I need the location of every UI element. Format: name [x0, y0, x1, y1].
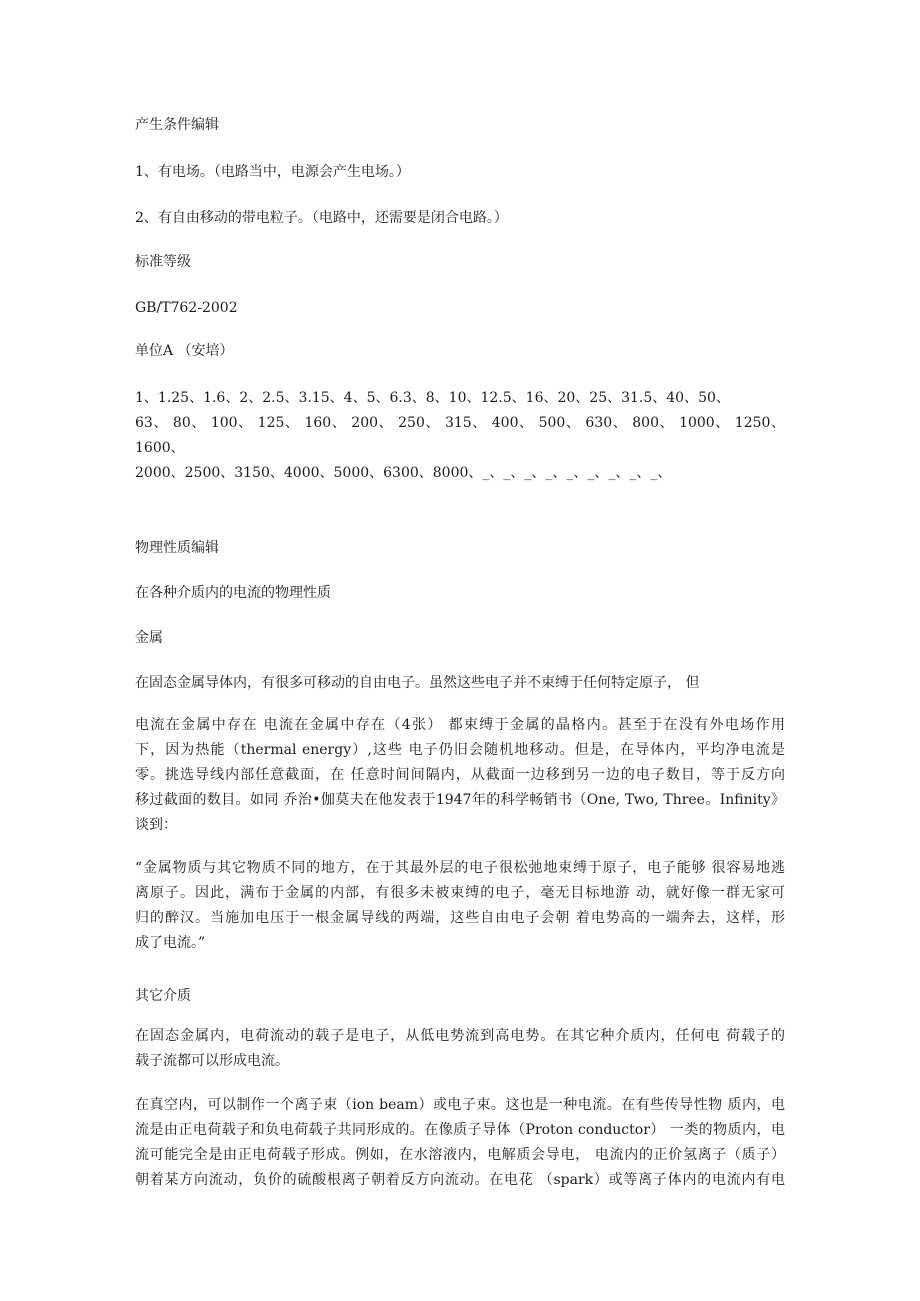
- values-line: 1、1.25、1.6、2、2.5、3.15、4、5、6.3、8、10、12.5、16、20、25、31.5、40、50、: [135, 390, 730, 406]
- paragraph-line: 归的醉汉。当施加电压于一根金属导线的两端，这些自由电子会朝 着电势高的一端奔去，这样，形: [135, 910, 785, 926]
- paragraph-line: 在真空内，可以制作一个离子束（ion beam）或电子束。这也是一种电流。在有些传导性物 质内，电: [135, 1097, 785, 1113]
- paragraph-line: 离原子。因此，满布于金属的内部，有很多未被束缚的电子，毫无目标地游 动，就好像一群无家可: [135, 885, 785, 901]
- heading-other: 其它介质: [135, 988, 191, 1004]
- paragraph-line: 朝着某方向流动，负价的硫酸根离子朝着反方向流动。在电花 （spark）或等离子体内的电流内有电: [135, 1172, 785, 1188]
- paragraph-line: 移过截面的数目。如同 乔治•伽莫夫在他发表于1947年的科学畅销书（One, Two, Three。Infinity》: [135, 792, 785, 808]
- paragraph-line: 载子流都可以形成电流。: [135, 1053, 289, 1069]
- paragraph-line: 流是由正电荷载子和负电荷载子共同形成的。在像质子导体（Proton conductor） 一类的物质内，电: [135, 1122, 785, 1138]
- metal-paragraph: [135, 713, 785, 838]
- heading-standard: 标准等级: [135, 254, 191, 270]
- quote-paragraph: [135, 856, 785, 956]
- heading-physical: 物理性质编辑: [135, 540, 219, 556]
- metal-intro: 在固态金属导体内，有很多可移动的自由电子。虽然这些电子并不束缚于任何特定原子， 但: [135, 675, 700, 691]
- values-line: 2000、2500、3150、4000、5000、6300、8000、_、_、_、_、_、_、_、_、_、: [135, 465, 672, 481]
- paragraph-line: 谈到：: [135, 817, 177, 833]
- paragraph-line: 下，因为热能（thermal energy）,这些 电子仍旧会随机地移动。但是，在导体内，平均净电流是: [135, 742, 785, 758]
- heading-conditions: 产生条件编辑: [135, 117, 219, 133]
- condition-1: 1、有电场。（电路当中，电源会产生电场。）: [135, 164, 410, 180]
- paragraph-line: 电流在金属中存在 电流在金属中存在（4张） 都束缚于金属的晶格内。甚至于在没有外电场作用: [135, 717, 785, 733]
- heading-metal: 金属: [135, 630, 163, 646]
- paragraph-line: “金属物质与其它物质不同的地方，在于其最外层的电子很松弛地束缚于原子，电子能够 很容易地逃: [135, 860, 785, 876]
- vacuum-paragraph: [135, 1093, 785, 1193]
- paragraph-line: 在固态金属内，电荷流动的载子是电子，从低电势流到高电势。在其它种介质内，任何电 荷载子的: [135, 1028, 785, 1044]
- unit-label: 单位A （安培）: [135, 343, 234, 359]
- standard-code: GB/T762-2002: [135, 300, 238, 316]
- other-paragraph: [135, 1024, 785, 1074]
- subheading-media: 在各种介质内的电流的物理性质: [135, 585, 331, 601]
- values-list: [135, 386, 785, 486]
- paragraph-line: 零。挑选导线内部任意截面，在 任意时间间隔内，从截面一边移到另一边的电子数目，等于反方向: [135, 767, 785, 783]
- paragraph-line: 成了电流。”: [135, 935, 206, 951]
- values-line: 1600、: [135, 440, 185, 456]
- condition-2: 2、有自由移动的带电粒子。（电路中，还需要是闭合电路。）: [135, 210, 508, 226]
- values-line: 63、 80、 100、 125、 160、 200、 250、 315、 400、 500、 630、 800、 1000、 1250、: [135, 415, 785, 431]
- paragraph-line: 流可能完全是由正电荷载子形成。例如，在水溶液内，电解质会导电， 电流内的正价氢离子（质子）: [135, 1147, 785, 1163]
